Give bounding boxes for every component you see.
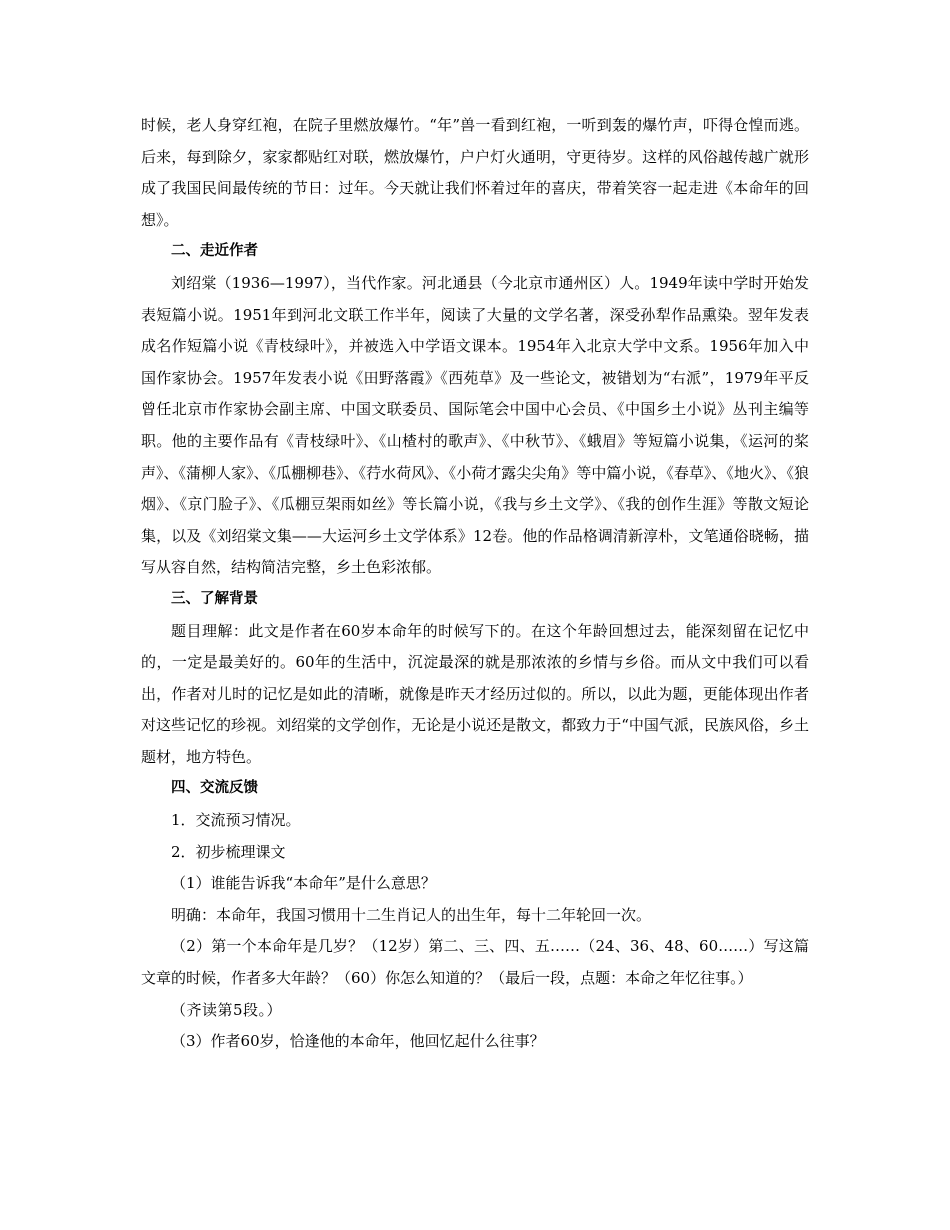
document-body [141,110,809,1058]
list-item-preview: 1．交流预习情况。 [171,811,301,830]
list-item-outline: 2．初步梳理课文 [171,842,286,861]
section-heading-feedback: 四、交流反馈 [171,780,258,797]
read-aloud-note: （齐读第5段。） [171,1000,283,1019]
answer-1: 明确：本命年，我国习惯用十二生肖记人的出生年，每十二年轮回一次。 [171,905,652,924]
question-1: （1）谁能告诉我“本命年”是什么意思？ [171,874,436,893]
author-bio-paragraph: 刘绍棠（1936—1997），当代作家。河北通县（今北京市通州区）人。1949年读中学时开始发表短篇小说。1951年到河北文联工作半年，阅读了大量的文学名著，深受孙犁作品熏染。翌年发表成名作短篇小说《青枝绿叶》，并被选入中学语文课本。1954年入北京大学中文系。1956年加入中国作家协会。1957年发表小说《田野落霞》《西苑草》及一些论文，被错划为“右派”，1979年平反曾任北京市作家协会副主席、中国文联委员、国际笔会中国中心会员、《中国乡土小说》丛刊主编等职。他的主要作品有《青枝绿叶》、《山楂村的歌声》、《中秋节》、《蛾眉》等短篇小说集，《运河的桨声》、《蒲柳人家》、《瓜棚柳巷》、《荇水荷风》、《小荷才露尖尖角》等中篇小说，《春草》、《地火》、《狼烟》、《京门脸子》、《瓜棚豆架雨如丝》等长篇小说，《我与乡土文学》、《我的创作生涯》等散文短论集，以及《刘绍棠文集——大运河乡土文学体系》12卷。他的作品格调清新淳朴，文笔通俗晓畅，描写从容自然，结构简洁完整，乡土色彩浓郁。 [141,273,809,577]
section-heading-author: 二、走近作者 [171,243,258,260]
section-heading-background: 三、了解背景 [171,590,258,607]
question-2: （2）第一个本命年是几岁？（12岁）第二、三、四、五……（24、36、48、60……）写这篇文章的时候，作者多大年龄？（60）你怎么知道的？（最后一段，点题：本命之年忆往事。） [141,937,809,988]
intro-paragraph-continued: 时候，老人身穿红袍，在院子里燃放爆竹。“年”兽一看到红袍，一听到轰的爆竹声，吓得仓惶而逃。后来，每到除夕，家家都贴红对联，燃放爆竹，户户灯火通明，守更待岁。这样的风俗越传越广就形成了我国民间最传统的节日：过年。今天就让我们怀着过年的喜庆，带着笑容一起走进《本命年的回想》。 [141,116,809,229]
question-3: （3）作者60岁，恰逢他的本命年，他回忆起什么往事？ [171,1032,545,1051]
background-paragraph: 题目理解：此文是作者在60岁本命年的时候写下的。在这个年龄回想过去，能深刻留在记忆中的，一定是最美好的。60年的生活中，沉淀最深的就是那浓浓的乡情与乡俗。而从文中我们可以看出，作者对儿时的记忆是如此的清晰，就像是昨天才经历过似的。所以，以此为题，更能体现出作者对这些记忆的珍视。刘绍棠的文学创作，无论是小说还是散文，都致力于“中国气派，民族风俗，乡土题材，地方特色。 [141,621,809,766]
